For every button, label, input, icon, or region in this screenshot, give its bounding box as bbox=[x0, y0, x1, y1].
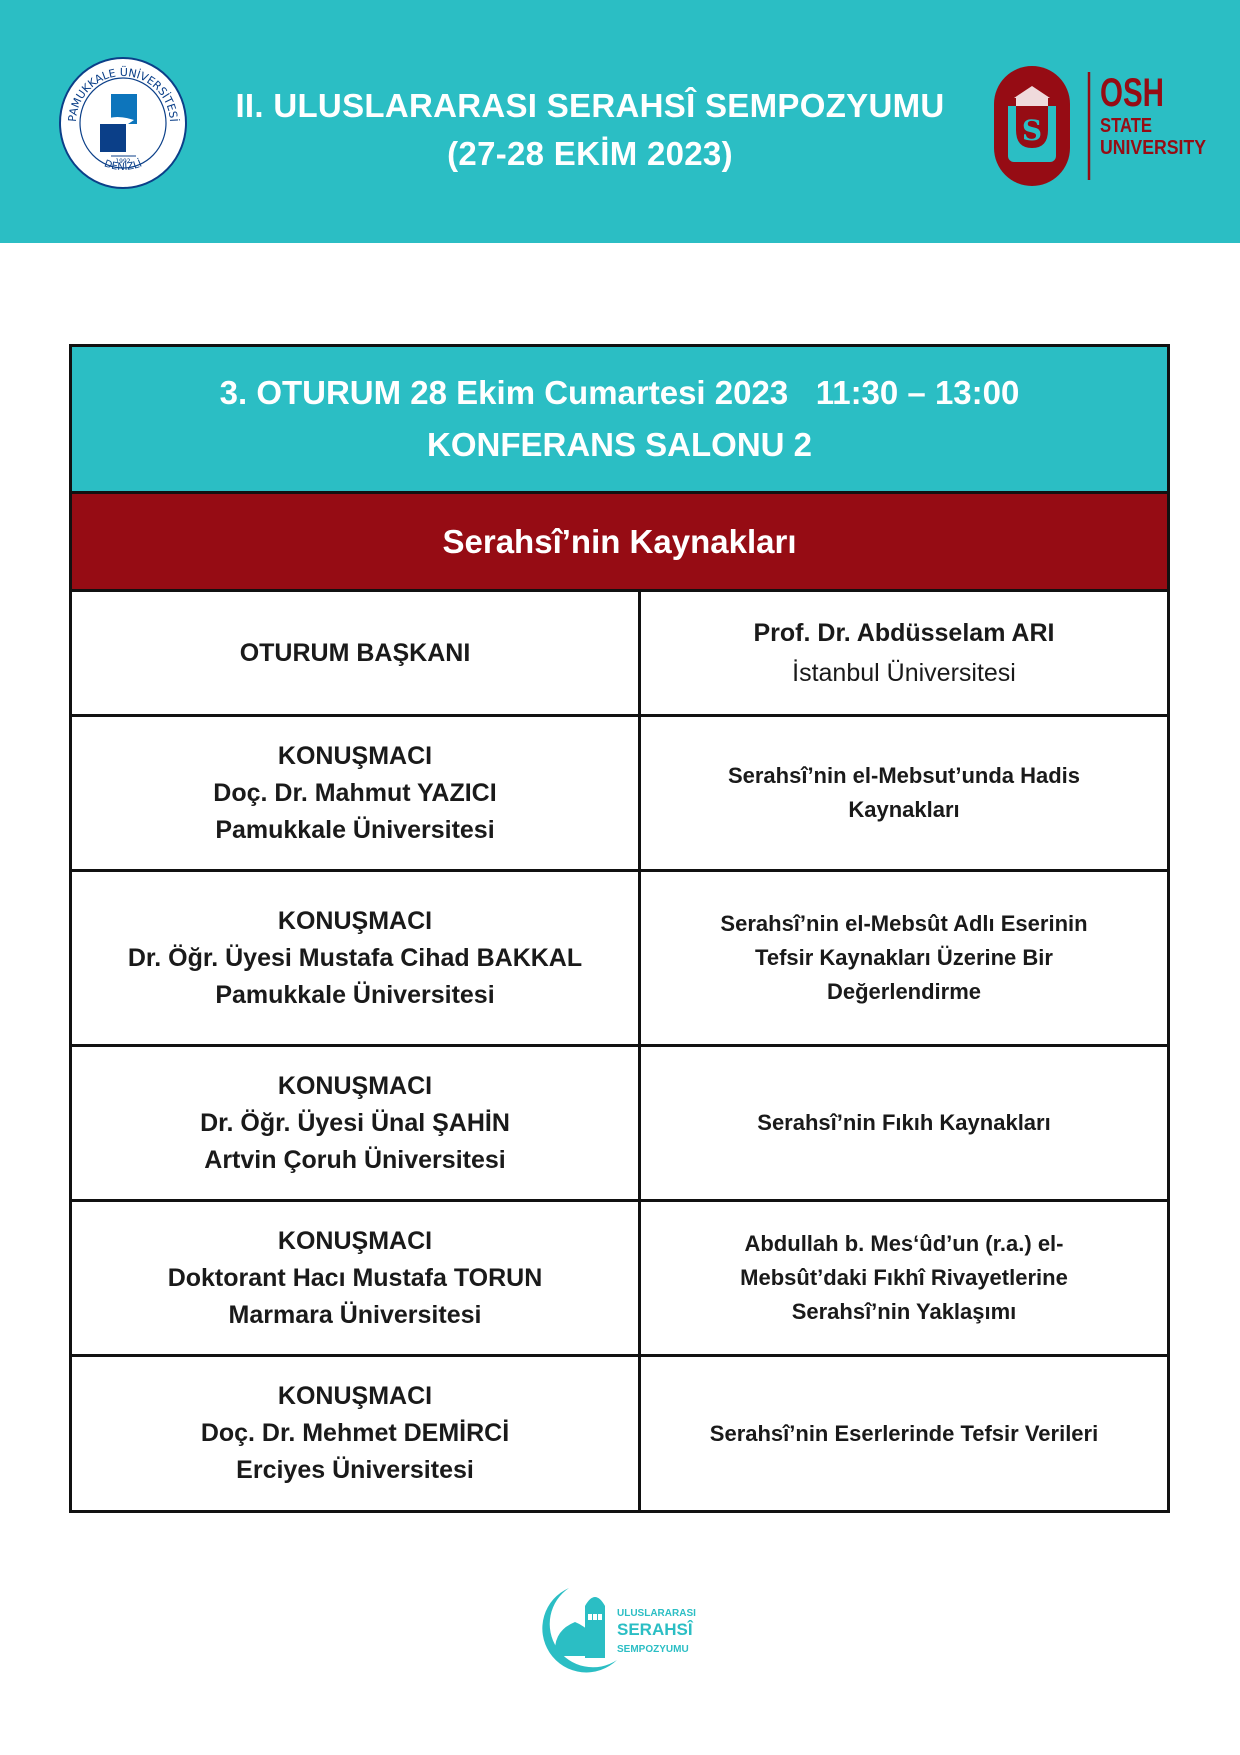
speaker-name: Doç. Dr. Mehmet DEMİRCİ bbox=[200, 1419, 510, 1447]
speaker-row bbox=[72, 1202, 1167, 1357]
paper-title-line: Değerlendirme bbox=[826, 979, 982, 1004]
speaker-affiliation: Artvin Çoruh Üniversitesi bbox=[204, 1145, 506, 1174]
pau-arc-bottom-text: DENİZLİ bbox=[102, 158, 144, 174]
paper-title-line: Serahsî’nin Eserlerinde Tefsir Verileri bbox=[709, 1420, 1099, 1446]
chair-row bbox=[72, 592, 1167, 717]
osh-university-word: UNIVERSITY bbox=[1100, 137, 1207, 159]
session-theme: Serahsî’nin Kaynakları bbox=[72, 494, 1167, 592]
speaker-affiliation: Pamukkale Üniversitesi bbox=[215, 980, 495, 1009]
speaker-info bbox=[72, 872, 641, 1044]
paper-title bbox=[641, 872, 1167, 1044]
session-table bbox=[69, 344, 1170, 1513]
paper-title-line: Abdullah b. Mes‘ûd’un (r.a.) el- bbox=[744, 1231, 1064, 1256]
speaker-affiliation: Pamukkale Üniversitesi bbox=[215, 815, 495, 844]
pau-year: 1992 bbox=[115, 158, 131, 165]
chair-label: OTURUM BAŞKANI bbox=[72, 592, 641, 714]
speaker-role: KONUŞMACI bbox=[277, 1226, 433, 1255]
chair-affiliation: İstanbul Üniversitesi bbox=[792, 659, 1016, 687]
osh-word: OSH bbox=[1100, 71, 1164, 115]
osh-s-glyph-icon: S bbox=[1021, 114, 1043, 147]
paper-title bbox=[641, 1202, 1167, 1354]
speaker-role: KONUŞMACI bbox=[277, 906, 433, 935]
paper-title bbox=[641, 1047, 1167, 1199]
speaker-row bbox=[72, 872, 1167, 1047]
paper-title-line: Serahsî’nin el-Mebsut’unda Hadis bbox=[727, 763, 1081, 788]
symposium-title-line1: II. ULUSLARARASI SERAHSÎ SEMPOZYUMU bbox=[235, 87, 945, 124]
paper-title bbox=[641, 717, 1167, 869]
paper-title-line: Serahsî’nin Fıkıh Kaynakları bbox=[757, 1110, 1051, 1135]
chair-info bbox=[641, 592, 1167, 714]
speaker-row bbox=[72, 1047, 1167, 1202]
header-banner bbox=[0, 0, 1240, 243]
logo-word-serahsi: SERAHSÎ bbox=[617, 1620, 693, 1639]
session-room: KONFERANS SALONU 2 bbox=[426, 426, 813, 463]
pamukkale-university-logo bbox=[56, 56, 190, 190]
session-time-heading: 3. OTURUM 28 Ekim Cumartesi 2023 11:30 – 13:00 bbox=[219, 374, 1020, 411]
osh-state-word: STATE bbox=[1100, 115, 1152, 137]
chair-name: Prof. Dr. Abdüsselam ARI bbox=[753, 619, 1055, 647]
session-header bbox=[72, 347, 1167, 494]
logo-word-symposium: SEMPOZYUMU bbox=[617, 1644, 689, 1655]
paper-title-line: Kaynakları bbox=[848, 797, 960, 822]
paper-title-line: Tefsir Kaynakları Üzerine Bir bbox=[755, 945, 1053, 970]
paper-title bbox=[641, 1357, 1167, 1510]
speaker-name: Dr. Öğr. Üyesi Ünal ŞAHİN bbox=[200, 1108, 510, 1137]
pau-arc-top-text: PAMUKKALE ÜNİVERSİTESİ bbox=[65, 65, 181, 123]
speaker-role: KONUŞMACI bbox=[277, 741, 433, 770]
speaker-row bbox=[72, 1357, 1167, 1510]
speaker-info bbox=[72, 1202, 641, 1354]
minaret-icon bbox=[585, 1606, 605, 1658]
paper-title-line: Mebsût’daki Fıkhî Rivayetlerine bbox=[740, 1265, 1068, 1290]
symposium-logo bbox=[525, 1578, 725, 1678]
speaker-info bbox=[72, 1357, 641, 1510]
speaker-name: Doç. Dr. Mahmut YAZICI bbox=[213, 778, 497, 807]
paper-title-line: Serahsî’nin Yaklaşımı bbox=[791, 1299, 1017, 1324]
speaker-affiliation: Marmara Üniversitesi bbox=[228, 1300, 482, 1329]
logo-word-international: ULUSLARARASI bbox=[617, 1608, 696, 1619]
speaker-info bbox=[72, 1047, 641, 1199]
speaker-name: Doktorant Hacı Mustafa TORUN bbox=[167, 1263, 543, 1292]
symposium-title bbox=[200, 82, 980, 178]
speaker-role: KONUŞMACI bbox=[277, 1071, 433, 1100]
symposium-dates: (27-28 EKİM 2023) bbox=[447, 135, 733, 172]
paper-title-line: Serahsî’nin el-Mebsût Adlı Eserinin bbox=[720, 911, 1088, 936]
osh-state-university-logo bbox=[994, 62, 1214, 190]
speaker-info bbox=[72, 717, 641, 869]
speaker-name: Dr. Öğr. Üyesi Mustafa Cihad BAKKAL bbox=[127, 943, 583, 972]
speaker-role: KONUŞMACI bbox=[277, 1382, 433, 1410]
speaker-row bbox=[72, 717, 1167, 872]
speaker-affiliation: Erciyes Üniversitesi bbox=[236, 1456, 474, 1484]
